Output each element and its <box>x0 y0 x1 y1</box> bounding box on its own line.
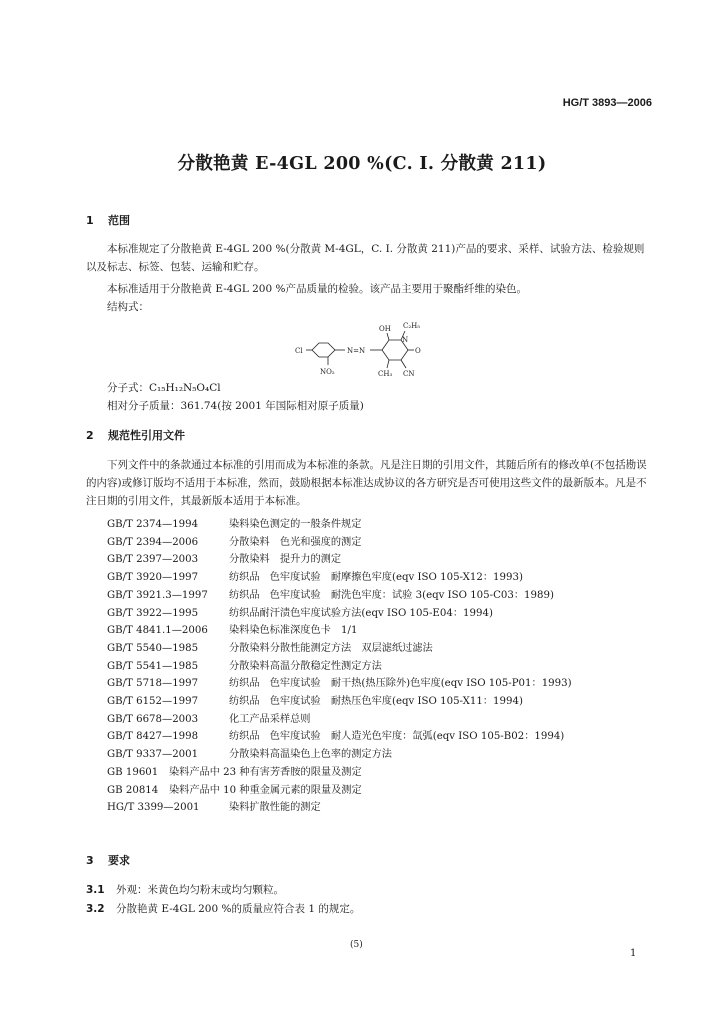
azo-label: N=N <box>347 347 366 355</box>
reference-code: GB/T 2394—2006 <box>107 536 199 548</box>
reference-code: GB/T 8427—1998 <box>107 731 199 743</box>
reference-title: 纺织品 色牢度试验 耐人造光色牢度：氙弧(eqv ISO 105-B02：1994) <box>229 731 565 743</box>
reference-code: GB/T 5718—1997 <box>107 678 199 690</box>
page-number-right: 1 <box>630 948 637 959</box>
reference-code: GB/T 3920—1997 <box>107 572 199 584</box>
reference-item <box>107 675 572 693</box>
section-number: 3 <box>86 854 94 867</box>
clause-number: 3.2 <box>86 903 105 915</box>
molecular-mass-value: 361.74(按 2001 年国际相对原子质量) <box>180 400 364 412</box>
reference-item <box>107 587 572 605</box>
page-number-center: (5) <box>350 940 363 950</box>
reference-title: 分散染料高温分散稳定性测定方法 <box>229 660 382 672</box>
reference-item <box>107 569 572 587</box>
reference-title: 染料产品中 10 种重金属元素的限量及测定 <box>169 784 362 796</box>
reference-code: GB/T 5541—1985 <box>107 660 199 672</box>
reference-title: 分散染料分散性能测定方法 双层滤纸过滤法 <box>229 642 433 654</box>
section-title: 规范性引用文件 <box>108 429 185 442</box>
n-label: N <box>402 336 409 344</box>
reference-code: GB 20814 <box>107 784 159 796</box>
normative-references-text: 下列文件中的条款通过本标准的引用而成为本标准的条款。凡是注日期的引用文件，其随后所有的修改单(不包括勘误的内容)或修订版均不适用于本标准，然而，鼓励根据本标准达成协议的各方研究是否可使用这些文件的最新版本。凡是不注日期的引用文件，其最新版本适用于本标准。 <box>86 459 647 507</box>
reference-title: 染料染色测定的一般条件规定 <box>229 519 362 530</box>
oh-label: OH <box>379 325 391 333</box>
section-title: 要求 <box>108 854 130 867</box>
requirement-3-1 <box>86 882 284 897</box>
reference-code: GB/T 3922—1995 <box>107 607 199 619</box>
reference-code: GB/T 6678—2003 <box>107 713 199 725</box>
reference-item <box>107 551 572 569</box>
chloro-label: Cl <box>295 347 303 355</box>
molecular-formula-label: 分子式： <box>107 382 149 394</box>
structural-formula <box>290 316 440 384</box>
molecular-mass-label: 相对分子质量： <box>107 400 181 412</box>
reference-title: 纺织品耐汗渍色牢度试验方法(eqv ISO 105-E04：1994) <box>229 607 493 619</box>
reference-code: GB/T 3921.3—1997 <box>107 589 208 601</box>
normative-references-paragraph <box>86 456 652 510</box>
reference-code: GB/T 4841.1—2006 <box>107 625 208 637</box>
reference-item <box>107 640 572 658</box>
reference-code: GB/T 5540—1985 <box>107 642 199 654</box>
scope-paragraph-2: 本标准适用于分散艳黄 E-4GL 200 %产品质量的检验。该产品主要用于聚酯纤维的染色。 <box>107 283 527 295</box>
reference-title: 染料产品中 23 种有害芳香胺的限量及测定 <box>169 766 362 778</box>
reference-title: 纺织品 色牢度试验 耐干热(热压除外)色牢度(eqv ISO 105-P01：1993) <box>229 678 572 690</box>
reference-item <box>107 658 572 676</box>
reference-title: 分散染料高温染色上色率的测定方法 <box>229 749 392 761</box>
reference-code: GB/T 2397—2003 <box>107 554 199 566</box>
clause-number: 3.1 <box>86 884 105 896</box>
section-3-heading <box>86 852 130 868</box>
molecular-mass-line <box>107 398 364 413</box>
clause-text: 分散艳黄 E-4GL 200 %的质量应符合表 1 的规定。 <box>116 903 361 915</box>
reference-title: 纺织品 色牢度试验 耐摩擦色牢度(eqv ISO 105-X12：1993) <box>229 572 523 584</box>
reference-title: 染料扩散性能的测定 <box>229 802 321 814</box>
reference-title: 化工产品采样总则 <box>229 713 311 725</box>
oxo-label: O <box>415 347 421 355</box>
reference-item <box>107 534 572 552</box>
structure-label: 结构式： <box>107 301 149 313</box>
requirement-3-2 <box>86 901 360 916</box>
reference-title: 纺织品 色牢度试验 耐热压色牢度(eqv ISO 105-X11：1994) <box>229 696 523 708</box>
reference-item <box>107 728 572 746</box>
reference-item <box>107 782 572 800</box>
reference-code: GB/T 2374—1994 <box>107 519 199 530</box>
scope-paragraph-1 <box>86 240 652 276</box>
clause-text: 外观：米黄色均匀粉末或均匀颗粒。 <box>116 884 284 896</box>
section-title: 范围 <box>108 214 130 227</box>
reference-code: GB 19601 <box>107 766 159 778</box>
reference-item <box>107 622 572 640</box>
reference-code: GB/T 9337—2001 <box>107 749 199 761</box>
reference-item <box>107 764 572 782</box>
reference-item <box>107 516 572 534</box>
scope-text-1: 本标准规定了分散艳黄 E-4GL 200 %(分散黄 M-4GL，C. I. 分散黄 211)产品的要求、采样、试验方法、检验规则以及标志、标签、包装、运输和贮存。 <box>86 243 645 273</box>
reference-item <box>107 799 572 817</box>
nitro-label: NO₂ <box>320 368 335 376</box>
section-number: 2 <box>86 429 94 442</box>
section-1-heading <box>86 212 130 228</box>
reference-item <box>107 605 572 623</box>
reference-title: 纺织品 色牢度试验 耐洗色牢度：试验 3(eqv ISO 105-C03：1989) <box>229 589 554 601</box>
section-number: 1 <box>86 214 94 227</box>
document-title: 分散艳黄 E-4GL 200 %(C. I. 分散黄 211) <box>177 154 547 174</box>
reference-title: 分散染料 色光和强度的测定 <box>229 536 362 548</box>
benzene-ring <box>312 343 335 357</box>
reference-item <box>107 711 572 729</box>
molecular-formula: C₁₅H₁₂N₅O₄Cl <box>149 382 221 394</box>
cyano-label: CN <box>403 370 415 378</box>
reference-item <box>107 746 572 764</box>
molecular-formula-line <box>107 380 221 395</box>
standard-code: HG/T 3893—2006 <box>562 97 652 109</box>
section-2-heading <box>86 427 185 443</box>
ethyl-label: C₂H₅ <box>403 322 421 330</box>
reference-code: HG/T 3399—2001 <box>107 802 200 814</box>
reference-list <box>107 516 572 817</box>
reference-title: 染料染色标准深度色卡 1/1 <box>229 625 358 637</box>
reference-code: GB/T 6152—1997 <box>107 696 199 708</box>
reference-item <box>107 693 572 711</box>
reference-title: 分散染料 提升力的测定 <box>229 554 342 566</box>
methyl-label: CH₃ <box>378 370 393 378</box>
